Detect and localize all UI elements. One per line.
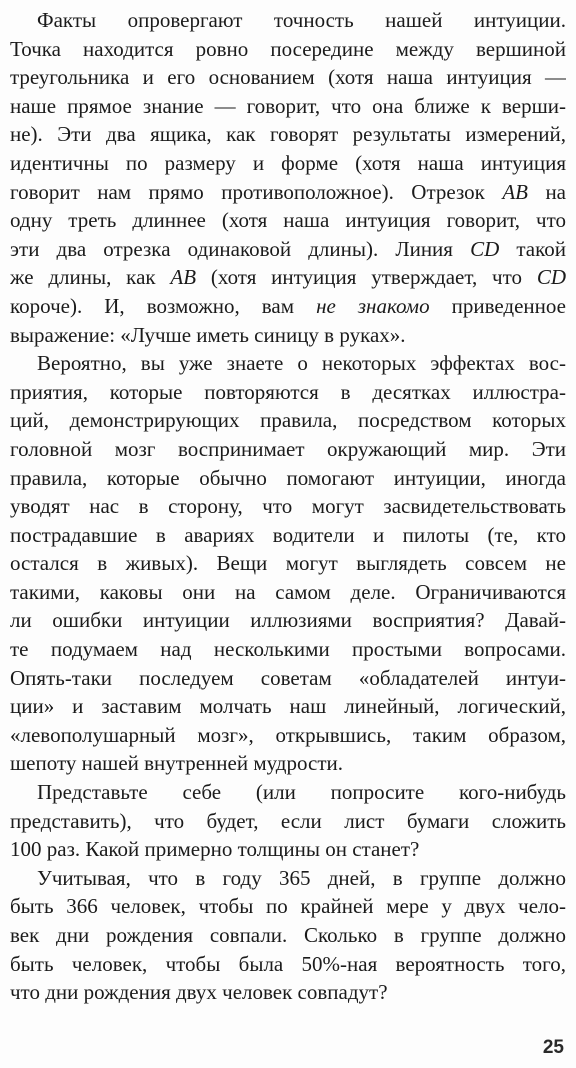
text-line <box>10 521 566 550</box>
text-run: короче). И, возможно, вам <box>10 293 317 318</box>
text-run: те подумаем над несколькими простыми вопросами. <box>10 637 566 662</box>
text-run: выражение: «Лучше иметь синицу в руках». <box>10 322 406 347</box>
text-line <box>10 464 566 493</box>
text-line <box>10 149 566 178</box>
text-line <box>10 978 566 1007</box>
paragraph <box>10 864 566 1007</box>
text-line <box>10 635 566 664</box>
page-number: 25 <box>542 1037 564 1058</box>
text-run: (хотя интуиция утверждает, что <box>196 265 537 290</box>
text-line <box>10 721 566 750</box>
text-run: представить), что будет, если лист бумаги сложить <box>10 808 566 833</box>
text-run: эти два отрезка одинаковой длины). Линия <box>10 236 471 261</box>
text-line <box>10 321 566 350</box>
text-line <box>10 120 566 149</box>
text-run: идентичны по размеру и форме (хотя наша интуиция <box>10 150 566 175</box>
italic-text: CD <box>536 265 566 290</box>
text-line <box>10 664 566 693</box>
text-line <box>10 835 566 864</box>
text-run: Учитывая, что в году 365 дней, в группе должно <box>37 865 566 890</box>
text-line <box>10 63 566 92</box>
text-line <box>10 6 566 35</box>
text-run: Факты опровергают точность нашей интуиции. <box>37 8 566 32</box>
text-line <box>10 807 566 836</box>
italic-text: AB <box>170 265 197 290</box>
text-line <box>10 549 566 578</box>
text-run: пострадавшие в авариях водители и пилоты (те, кто <box>10 522 566 547</box>
paragraph <box>10 778 566 864</box>
paragraph <box>10 349 566 778</box>
text-run: Точка находится ровно посередине между вершиной <box>10 36 566 61</box>
text-line <box>10 864 566 893</box>
text-line <box>10 578 566 607</box>
text-line <box>10 263 566 292</box>
text-run: на <box>527 179 566 204</box>
text-run: что дни рождения двух человек совпадут? <box>10 980 388 1005</box>
text-run: же длины, как <box>10 265 171 290</box>
text-run: такими, каковы они на самом деле. Ограничиваются <box>10 579 566 604</box>
text-line <box>10 921 566 950</box>
text-run: одну треть длиннее (хотя наша интуиция говорит, что <box>10 208 566 233</box>
text-line <box>10 892 566 921</box>
text-run: век дни рождения совпали. Сколько в группе должно <box>10 923 566 947</box>
text-line <box>10 950 566 979</box>
text-line <box>10 378 566 407</box>
text-run: головной мозг воспринимает окружающий мир. Эти <box>10 436 566 461</box>
text-run: быть человек, чтобы была 50%-ная вероятность того, <box>10 951 566 976</box>
text-run: приятия, которые повторяются в десятках иллюстра- <box>10 379 566 404</box>
text-line <box>10 406 566 435</box>
text-run: приведенное <box>429 293 566 318</box>
text-run: остался в живых). Вещи могут выглядеть совсем не <box>10 551 566 576</box>
text-line <box>10 692 566 721</box>
italic-text: AB <box>502 179 528 204</box>
text-line <box>10 206 566 235</box>
text-line <box>10 35 566 64</box>
text-run: правила, которые обычно помогают интуиции, иногда <box>10 465 566 490</box>
text-run: быть 366 человек, чтобы по крайней мере у двух чело- <box>10 894 566 919</box>
body-text <box>10 6 566 1007</box>
text-run: ли ошибки интуиции иллюзиями восприятия? Давай- <box>10 608 566 633</box>
text-line <box>10 492 566 521</box>
text-line <box>10 178 566 207</box>
text-run: такой <box>499 236 566 261</box>
text-line <box>10 92 566 121</box>
text-line <box>10 749 566 778</box>
text-run: Вероятно, вы уже знаете о некоторых эффектах вос- <box>37 351 566 376</box>
text-line <box>10 349 566 378</box>
text-run: ции» и заставим молчать наш линейный, логический, <box>10 694 566 719</box>
text-run: говорит нам прямо противоположное). Отрезок <box>10 179 503 204</box>
text-run: «левополушарный мозг», открывшись, таким образом, <box>10 722 566 747</box>
text-run: наше прямое знание — говорит, что она ближе к верши- <box>10 93 566 118</box>
text-run: не). Эти два ящика, как говорят результаты измерений, <box>10 122 566 147</box>
text-line <box>10 778 566 807</box>
text-line <box>10 435 566 464</box>
text-run: треугольника и его основанием (хотя наша интуиция — <box>10 65 566 90</box>
text-run: шепоту нашей внутренней мудрости. <box>10 751 343 776</box>
italic-text: не знакомо <box>316 293 430 318</box>
text-line <box>10 606 566 635</box>
text-run: Представьте себе (или попросите кого-нибудь <box>37 780 566 805</box>
text-run: ций, демонстрирующих правила, посредством которых <box>10 408 566 433</box>
italic-text: CD <box>470 236 500 261</box>
text-line <box>10 292 566 321</box>
paragraph <box>10 6 566 349</box>
text-run: уводят нас в сторону, что могут засвидетельствовать <box>10 494 566 519</box>
text-run: 100 раз. Какой примерно толщины он станет? <box>10 837 420 862</box>
text-run: Опять-таки последуем советам «обладателей интуи- <box>10 665 566 690</box>
text-line <box>10 235 566 264</box>
